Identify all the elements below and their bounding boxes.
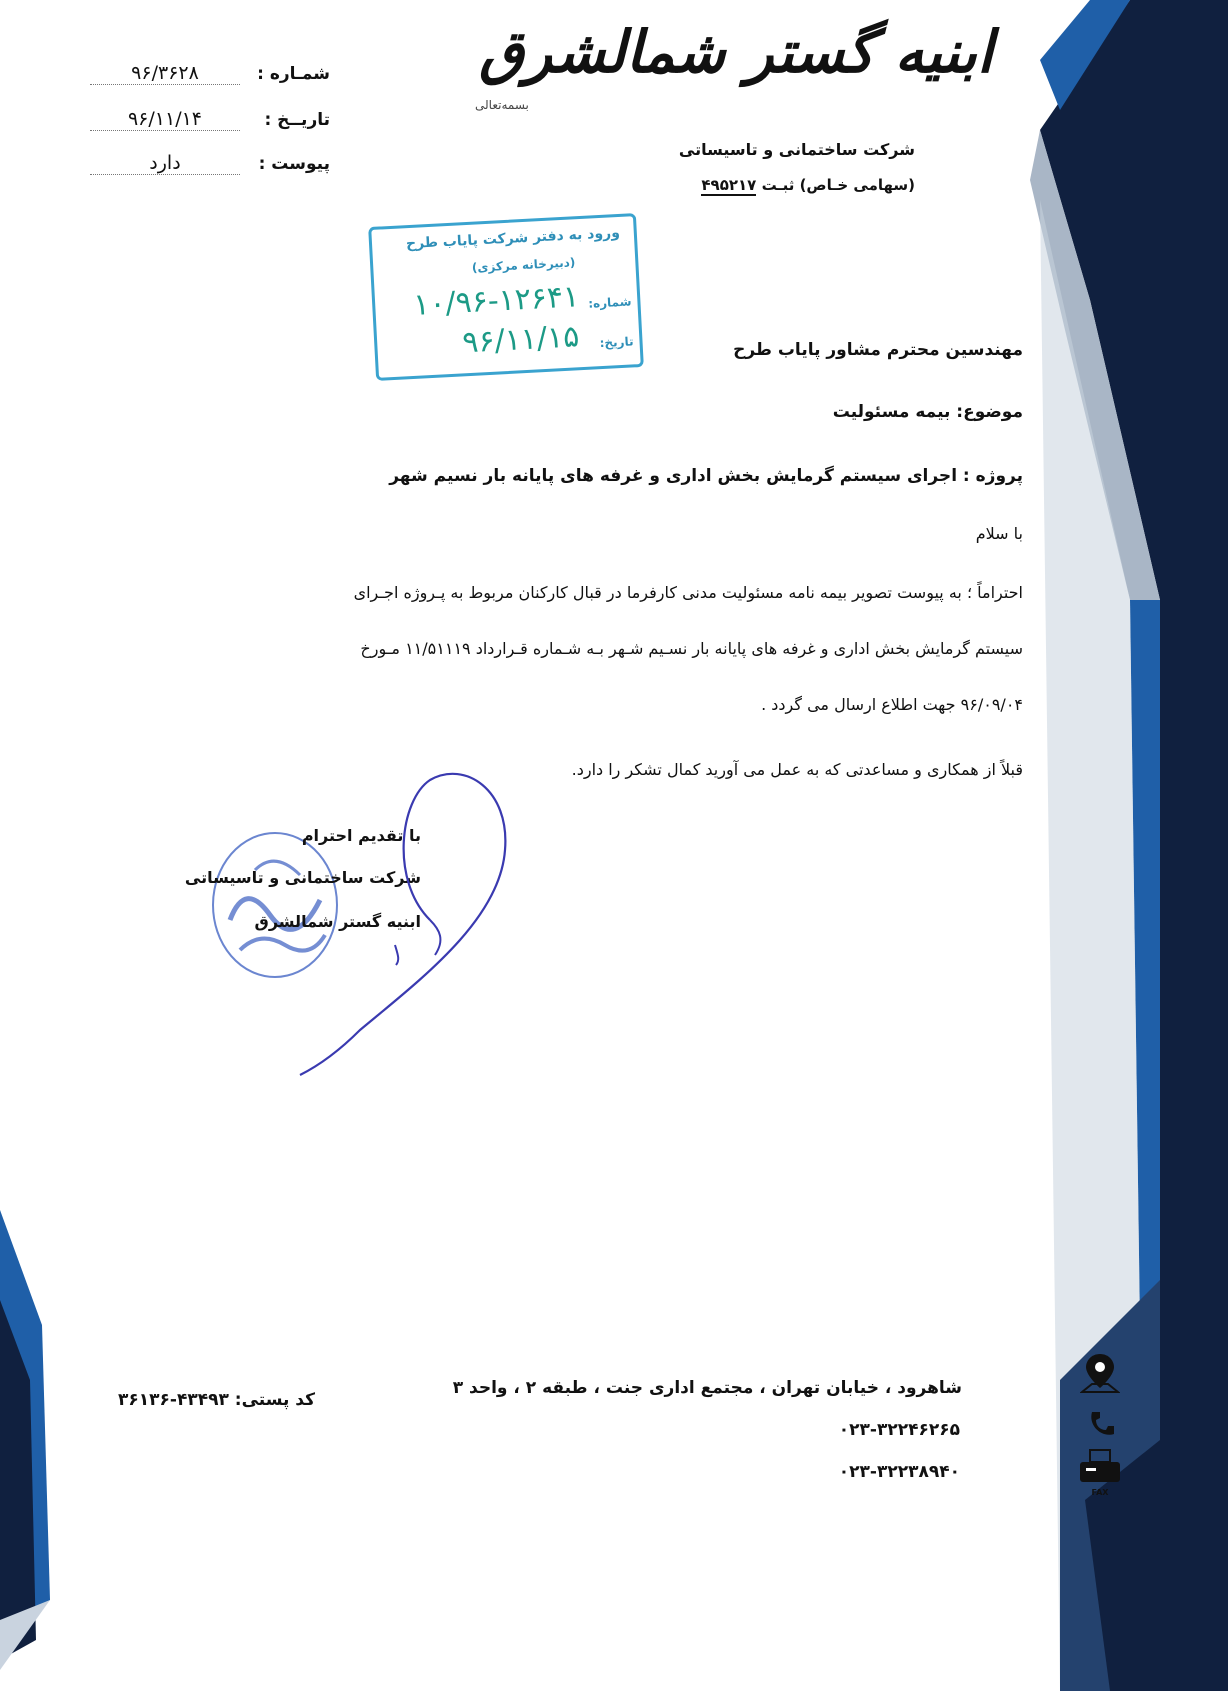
registration-number: ۴۹۵۲۱۷ [701, 176, 757, 194]
footer-postal [118, 1390, 315, 1410]
postal-label: کد پستی: [234, 1390, 316, 1410]
letter-date-value: ۹۶/۱۱/۱۴ [90, 108, 240, 131]
stamp-date-value: ۹۶/۱۱/۱۵ [461, 319, 581, 361]
stamp-subtitle: (دبیرخانه مرکزی) [471, 255, 576, 275]
basmala: بسمه‌تعالی [475, 98, 529, 112]
closing-respect: با تقدیم احترام [301, 826, 421, 845]
receipt-stamp [368, 213, 644, 381]
project-title: پروژه : اجرای سیستم گرمایش بخش اداری و غرفه های پایانه بار نسیم شهر [389, 466, 1023, 486]
location-icon [1080, 1352, 1120, 1394]
stamp-number-value: ۱۰/۹۶-۱۲۶۴۱ [412, 279, 580, 323]
company-registration [701, 176, 915, 194]
fax-icon-label: FAX [1091, 1488, 1109, 1497]
letter-number-row [70, 64, 330, 94]
registration-label: ثبـت [761, 176, 795, 194]
company-logo: ابنیه گستر شمالشرق [479, 18, 993, 86]
subject: موضوع: بیمه مسئولیت [832, 402, 1023, 422]
postal-code: ۴۳۴۹۳-۳۶۱۳۶ [118, 1390, 229, 1410]
phone-icon [1086, 1408, 1114, 1438]
body-line-2: سیستم گرمایش بخش اداری و غرفه های پایانه بار نسـیم شـهر بـه شـماره قـرارداد ۱۱/۵۱۱۱۹ مـورخ [360, 639, 1023, 658]
stamp-date-label: تاریخ: [599, 334, 634, 351]
letter-date-row [70, 110, 330, 140]
stamp-number-label: شماره: [587, 294, 632, 311]
footer-address: شاهرود ، خیابان تهران ، مجتمع اداری جنت ، طبقه ۲ ، واحد ۳ [452, 1378, 962, 1398]
closing-company-type: شرکت ساختمانی و تاسیساتی [184, 868, 421, 887]
letter-number-value: ۹۶/۳۶۲۸ [90, 62, 240, 85]
body-line-3: ۹۶/۰۹/۰۴ جهت اطلاع ارسال می گردد . [761, 695, 1023, 714]
closing-company-name: ابنیه گستر شمالشرق [254, 912, 421, 931]
letter-attachment-row [70, 154, 330, 184]
thanks-line: قبلاً از همکاری و مساعدتی که به عمل می آورید کمال تشکر را دارد. [571, 760, 1023, 779]
body-line-1: احتراماً ؛ به پیوست تصویر بیمه نامه مسئولیت مدنی کارفرما در قبال کارکنان مربوط به پـروژه اجـرای [353, 583, 1023, 602]
footer-phone: ۰۲۳-۳۲۲۴۶۲۶۵ [838, 1420, 960, 1440]
letter-attachment-value: دارد [90, 152, 240, 175]
company-type: (سهامی خـاص) [799, 176, 915, 194]
footer-fax: ۰۲۳-۳۲۲۳۸۹۴۰ [838, 1462, 960, 1482]
letter-date-label: تاریــخ : [264, 110, 330, 130]
letter-attachment-label: پیوست : [258, 154, 330, 174]
company-name: شرکت ساختمانی و تاسیساتی [678, 140, 915, 159]
signature [280, 760, 540, 1080]
stamp-title: ورود به دفتر شرکت پایاب طرح [405, 224, 621, 253]
letter-number-label: شمـاره : [257, 64, 330, 84]
body-paragraph [115, 565, 1023, 733]
greeting: با سلام [975, 524, 1023, 543]
fax-icon [1078, 1448, 1122, 1497]
recipient: مهندسین محترم مشاور پایاب طرح [733, 340, 1023, 360]
